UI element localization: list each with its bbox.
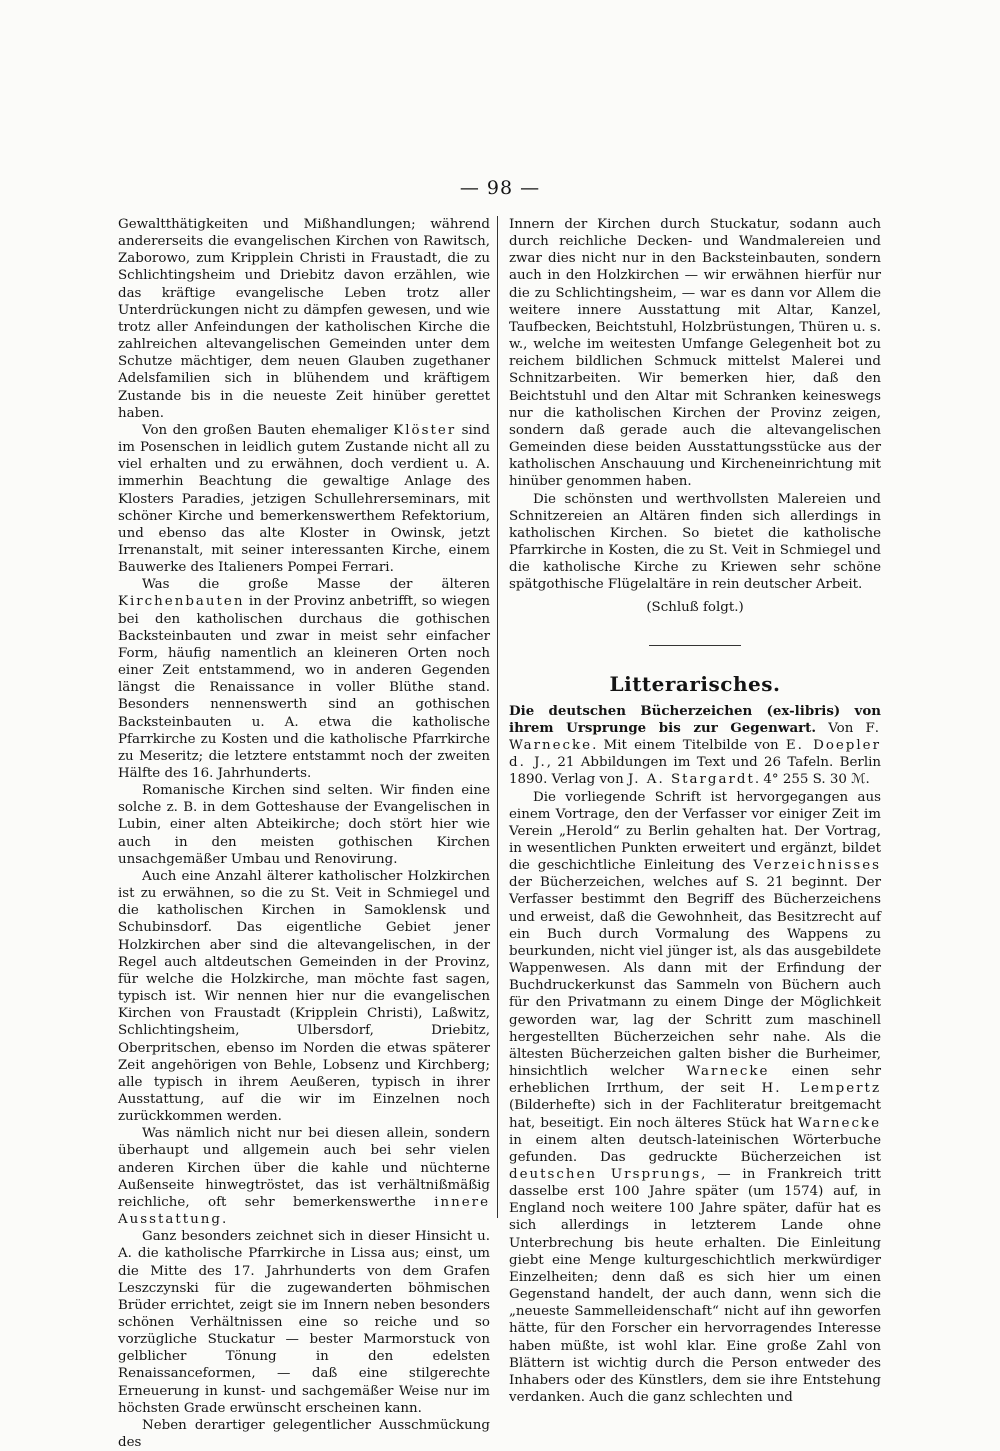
text-run: , 21 Abbildungen im Text und 26 Tafeln. Berlin 1890. Verlag von	[509, 755, 882, 788]
paragraph: Auch eine Anzahl älterer katholischer Holzkirchen ist zu erwähnen, so die zu St. Veit in Schmiegel und die katholischen Kirchen in Samoklensk und Schubinsdorf. Das eigentliche Gebiet jener Holzkirchen aber sind die altevangelischen, in der Regel auch altdeutschen Gemeinden in der Provinz, für welche die Holzkirche, man möchte fast sagen, typisch ist. Wir nennen hier nur die evangelischen Kirchen von Fraustadt (Kripplein Christi), Laßwitz, Schlichtingsheim, Ulbersdorf, Driebitz, Oberpritschen, ebenso im Norden die etwas späterer Zeit angehörigen von Behle, Lobsenz und Kirchberg; alle typisch in ihrem Aeußeren, typisch in ihrer Ausstattung, auf die wir im Einzelnen noch zurückkommen werden.	[118, 868, 490, 1125]
spaced-term: Warnecke	[797, 1115, 881, 1131]
spaced-term: Klöster	[393, 422, 457, 438]
text-run: . Mit einem Titelbilde von	[592, 738, 786, 754]
text-run: Von	[816, 720, 866, 736]
text-run: Was nämlich nicht nur bei diesen allein, sondern überhaupt und allgemein auch bei sehr vielen anderen Kirchen über die kahle und nüchterne Außenseite hinwegtröstet, das ist verhältnißmäßig reichliche, oft sehr bemerkenswerthe	[118, 1126, 490, 1210]
spaced-term: deutschen Ursprungs	[509, 1166, 702, 1182]
spaced-term: Kirchenbauten	[118, 594, 245, 610]
section-separator	[649, 645, 741, 646]
paragraph	[118, 576, 490, 782]
paragraph	[118, 1125, 490, 1228]
paragraph: Ganz besonders zeichnet sich in dieser Hinsicht u. A. die katholische Pfarrkirche in Lissa aus; einst, um die Mitte des 17. Jahrhunderts von dem Grafen Leszczynski für die zugewanderten böhmischen Brüder errichtet, zeigt sie im Innern neben besonders schönen Verhältnissen eine so reiche und so vorzügliche Stuckatur — bester Marmorstuck von gelblicher Tönung in den edelsten Renaissanceformen, — daß eine stilgerechte Erneuerung in kunst- und sachgemäßer Weise nur im höchsten Grade erwünscht erscheinen kann.	[118, 1229, 490, 1416]
review-publisher: J. A. Stargardt	[627, 772, 755, 788]
text-run: sind im Posenschen in leidlich gutem Zustande nicht all zu viel erhalten und zu erwähnen, doch verdient u. A. immerhin Beachtung die gewaltige Anlage des Klosters Paradies, jetzigen Schullehrerseminars, mit schöner Kirche und bemerkenswerthem Refektorium, und ebenso das alte Kloster in Owinsk, jetzt Irrenanstalt, mit seiner interessanten Kirche, einem Bauwerke des Italieners Pompei Ferrari.	[118, 422, 490, 576]
text-run: Von den großen Bauten ehemaliger	[142, 422, 394, 438]
section-title: Litterarisches.	[609, 671, 781, 696]
paragraph: Neben derartiger gelegentlicher Ausschmückung des	[118, 1417, 490, 1451]
text-run: (Bilderhefte) sich in der Fachliteratur breitgemacht hat, beseitigt. Ein noch älteres Stück hat	[509, 1098, 881, 1131]
paragraph: Romanische Kirchen sind selten. Wir finden eine solche z. B. in dem Gotteshause der Evangelischen in Lubin, einer alten Abteikirche; doch stört hier wie auch in den meisten gothischen Kirchen unsachgemäßer Umbau und Renovirung.	[118, 783, 490, 867]
column-divider	[497, 216, 498, 1218]
text-run: einen sehr erheblichen Irrthum, der seit	[509, 1064, 881, 1097]
review-title: Die deutschen Bücherzeichen (ex-libris) von ihrem Ursprunge bis zur Gegenwart.	[509, 702, 881, 736]
text-run: . 4° 255 S. 30 ℳ.	[754, 772, 870, 788]
text-run: .	[222, 1212, 227, 1228]
right-column	[509, 216, 881, 1406]
left-column	[118, 216, 490, 1451]
paragraph	[118, 422, 490, 576]
review-author: F. Warnecke	[509, 720, 881, 754]
spaced-term: Warnecke	[686, 1064, 770, 1080]
paragraph: Innern der Kirchen durch Stuckatur, sodann auch durch reichliche Decken- und Wandmalereien und zwar dies nicht nur in den Backsteinbauten, sondern auch in den Holzkirchen — wir erwähnen hierfür nur die zu Schlichtingsheim, — war es dann vor Allem die weitere innere Ausstattung mit Altar, Kanzel, Taufbecken, Beichtstuhl, Holzbrüstungen, Thüren u. s. w., welche im weitesten Umfange Gelegenheit bot zu reichem bildlichen Schmuck mittelst Malerei und Schnitzarbeiten. Wir bemerken hier, daß den Beichtstuhl und den Altar mit Schranken keineswegs nur die katholischen Kirchen der Provinz zeigen, sondern daß gerade auch die altevangelischen Gemeinden diese beiden Ausstattungsstücke aus der katholischen Anschauung und Kircheneinrichtung mit hinüber genommen haben.	[509, 217, 881, 490]
text-run: in einem alten deutsch-lateinischen Wörterbuche gefunden. Das gedruckte Bücherzeichen ist	[509, 1132, 881, 1165]
paragraph	[509, 789, 881, 1407]
paragraph: Die schönsten und werthvollsten Malereien und Schnitzereien an Altären finden sich allerdings in katholischen Kirchen. So bietet die katholische Pfarrkirche in Kosten, die zu St. Veit in Schmiegel und die katholische Kirche zu Kriewen sehr schöne spätgothische Flügelaltäre in rein deutscher Arbeit.	[509, 491, 881, 593]
page-number: — 98 —	[459, 177, 541, 199]
text-run: Die vorliegende Schrift ist hervorgegangen aus einem Vortrage, den der Verfasser vor einiger Zeit im Verein „Herold“ zu Berlin gehalten hat. Der Vortrag, in wesentlichen Punkten erweitert und ergänzt, bildet die geschichtliche Einleitung des	[509, 789, 881, 874]
review-illustrator: E. Doepler d. J.	[509, 738, 881, 771]
spaced-term: H. Lempertz	[761, 1081, 881, 1097]
paragraph: Gewaltthätigkeiten und Mißhandlungen; während andererseits die evangelischen Kirchen von Rawitsch, Zaborowo, zum Kripplein Christi in Fraustadt, die zu Schlichtingsheim und Driebitz davon erzählen, wie das kräftige evangelische Leben trotz aller Unterdrückungen nicht zu dämpfen gewesen, und wie trotz aller Anfeindungen der katholischen Kirche die zahlreichen altevangelischen Gemeinden unter dem Schutze mächtiger, dem neuen Glauben zugethaner Adelsfamilien sich in blühendem und kräftigem Zustande bis in die neueste Zeit hinüber gerettet haben.	[118, 217, 490, 421]
text-run: Was die große Masse der älteren	[142, 577, 490, 593]
text-run: , — in Frankreich tritt dasselbe erst 100 Jahre später (um 1574) auf, in England noch weitere 100 Jahre später, dafür hat es sich allerdings in letzterem Lande ohne Unterbrechung bis heute erhalten. Die Einleitung giebt eine Menge kulturgeschichtlich merkwürdiger Einzelheiten; denn daß es sich hier um einen Gegenstand handelt, der auch dann, wenn sich die „neueste Sammelleidenschaft“ nicht auf ihn geworfen hätte, für den Forscher ein hervorragendes Interesse haben müßte, ist wohl klar. Eine große Zahl von Blättern ist wichtig durch die Person entweder des Inhabers oder des Künstlers, dem sie ihre Entstehung verdanken. Auch die ganz schlechten und	[509, 1166, 881, 1405]
continuation-note: (Schluß folgt.)	[646, 600, 744, 616]
text-run: der Bücherzeichen, welches auf S. 21 beginnt. Der Verfasser bestimmt den Begriff des Bücherzeichens und erweist, daß die Gewohnheit, das Besitzrecht auf ein Buch durch Vormalung des Wappens zu beurkunden, nicht viel jünger ist, als das ausgebildete Wappenwesen. Als dann mit der Erfindung der Buchdruckerkunst das Sammeln von Büchern auch für den Privatmann zu einem Dinge der Möglichkeit geworden war, lag der Schritt zum maschinell hergestellten Bücherzeichen sehr nahe. Als die ältesten Bücherzeichen galten bisher die Burheimer, hinsichtlich welcher	[509, 875, 881, 1080]
review-heading	[509, 703, 881, 789]
spaced-term: innere Ausstattung	[118, 1194, 490, 1228]
text-run: in der Provinz anbetrifft, so wiegen bei den katholischen durchaus die gothischen Backsteinbauten und zwar in meist sehr einfacher Form, häufig namentlich an kleineren Orten noch einer Zeit entstammend, wo in anderen Gegenden längst die Renaissance in voller Blüthe stand. Besonders nennenswerth sind an gothischen Backsteinbauten u. A. etwa die katholische Pfarrkirche zu Kosten und die katholische Pfarrkirche zu Meseritz; die letztere entstammt noch der zweiten Hälfte des 16. Jahrhunderts.	[118, 594, 490, 781]
spaced-term: Verzeichnisses	[753, 858, 881, 874]
